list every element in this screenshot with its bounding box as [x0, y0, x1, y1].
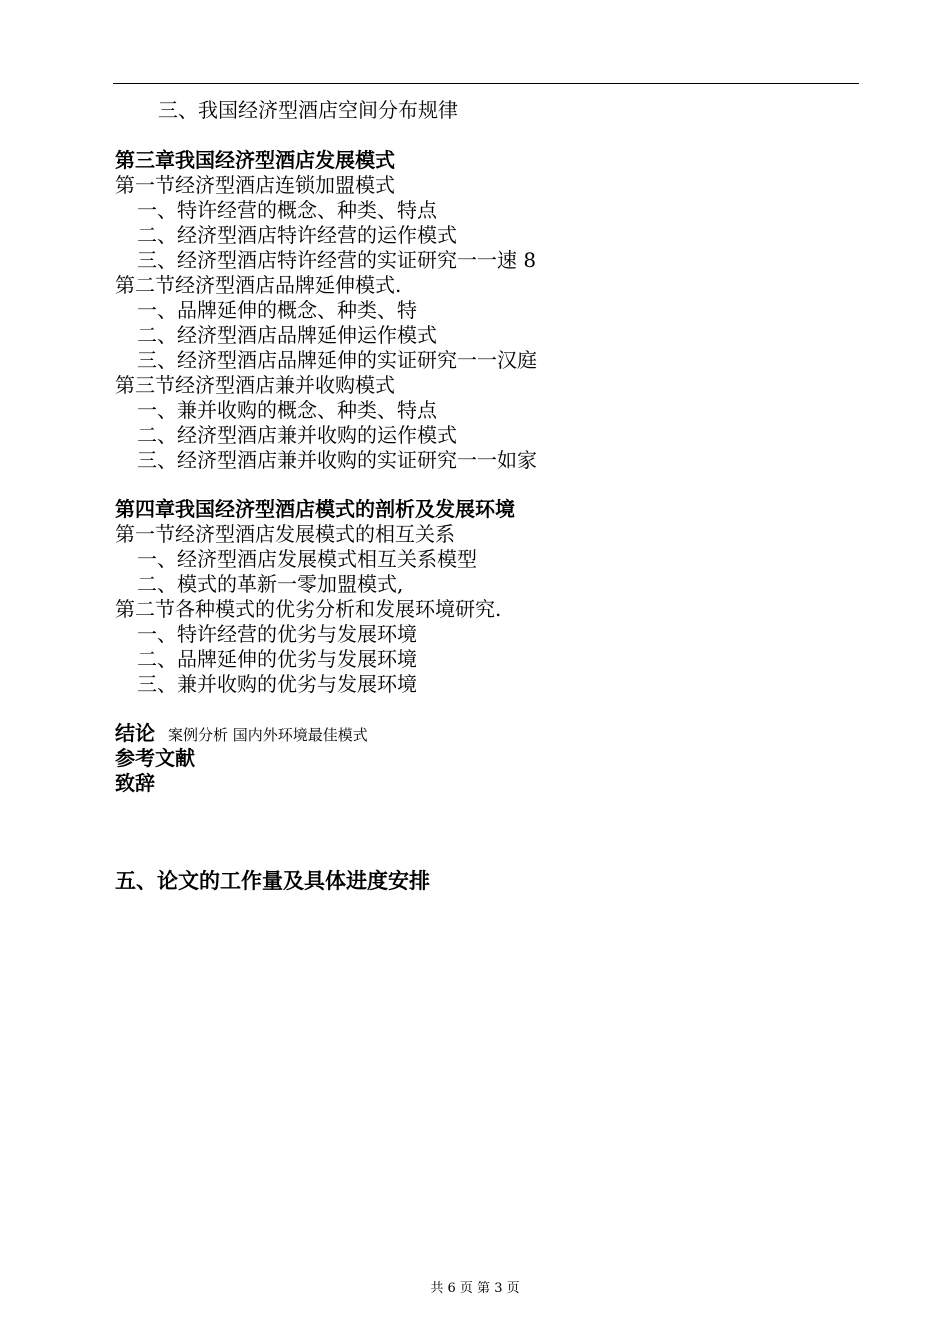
- toc-item: 三、经济型酒店特许经营的实证研究一一速 8: [137, 248, 537, 272]
- toc-item: 三、兼并收购的优劣与发展环境: [137, 672, 417, 696]
- chapter3-section2-title: 第二节经济型酒店品牌延伸模式.: [115, 273, 402, 297]
- toc-item: 一、特许经营的概念、种类、特点: [137, 198, 437, 222]
- toc-item: 二、经济型酒店兼并收购的运作模式: [137, 423, 457, 447]
- header-rule: [113, 83, 859, 84]
- toc-item: 三、经济型酒店品牌延伸的实证研究一一汉庭: [137, 348, 537, 372]
- conclusion-label: 结论: [115, 721, 155, 745]
- conclusion-note: 案例分析 国内外环境最佳模式: [167, 726, 368, 744]
- chapter4-title: 第四章我国经济型酒店模式的剖析及发展环境: [115, 497, 515, 521]
- toc-item: 一、兼并收购的概念、种类、特点: [137, 398, 437, 422]
- conclusion-line: [115, 721, 368, 748]
- section5-heading: 五、论文的工作量及具体进度安排: [115, 868, 430, 893]
- page-footer: 共 6 页 第 3 页: [430, 1281, 520, 1296]
- toc-item-spatial-distribution: 三、我国经济型酒店空间分布规律: [158, 98, 458, 122]
- references-title: 参考文献: [115, 746, 195, 770]
- toc-item: 二、模式的革新一零加盟模式,: [137, 572, 404, 596]
- chapter4-section2-title: 第二节各种模式的优劣分析和发展环境研究.: [115, 597, 502, 621]
- toc-item: 一、经济型酒店发展模式相互关系模型: [137, 547, 477, 571]
- toc-item: 一、特许经营的优劣与发展环境: [137, 622, 417, 646]
- chapter4-section1-title: 第一节经济型酒店发展模式的相互关系: [115, 522, 455, 546]
- toc-item: 二、品牌延伸的优劣与发展环境: [137, 647, 417, 671]
- toc-item: 二、经济型酒店品牌延伸运作模式: [137, 323, 437, 347]
- chapter3-section1-title: 第一节经济型酒店连锁加盟模式: [115, 173, 395, 197]
- toc-item: 二、经济型酒店特许经营的运作模式: [137, 223, 457, 247]
- chapter3-section3-title: 第三节经济型酒店兼并收购模式: [115, 373, 395, 397]
- acknowledgements-title: 致辞: [115, 771, 155, 795]
- toc-item: 三、经济型酒店兼并收购的实证研究一一如家: [137, 448, 537, 472]
- chapter3-title: 第三章我国经济型酒店发展模式: [115, 148, 395, 172]
- toc-item: 一、品牌延伸的概念、种类、特: [137, 298, 417, 322]
